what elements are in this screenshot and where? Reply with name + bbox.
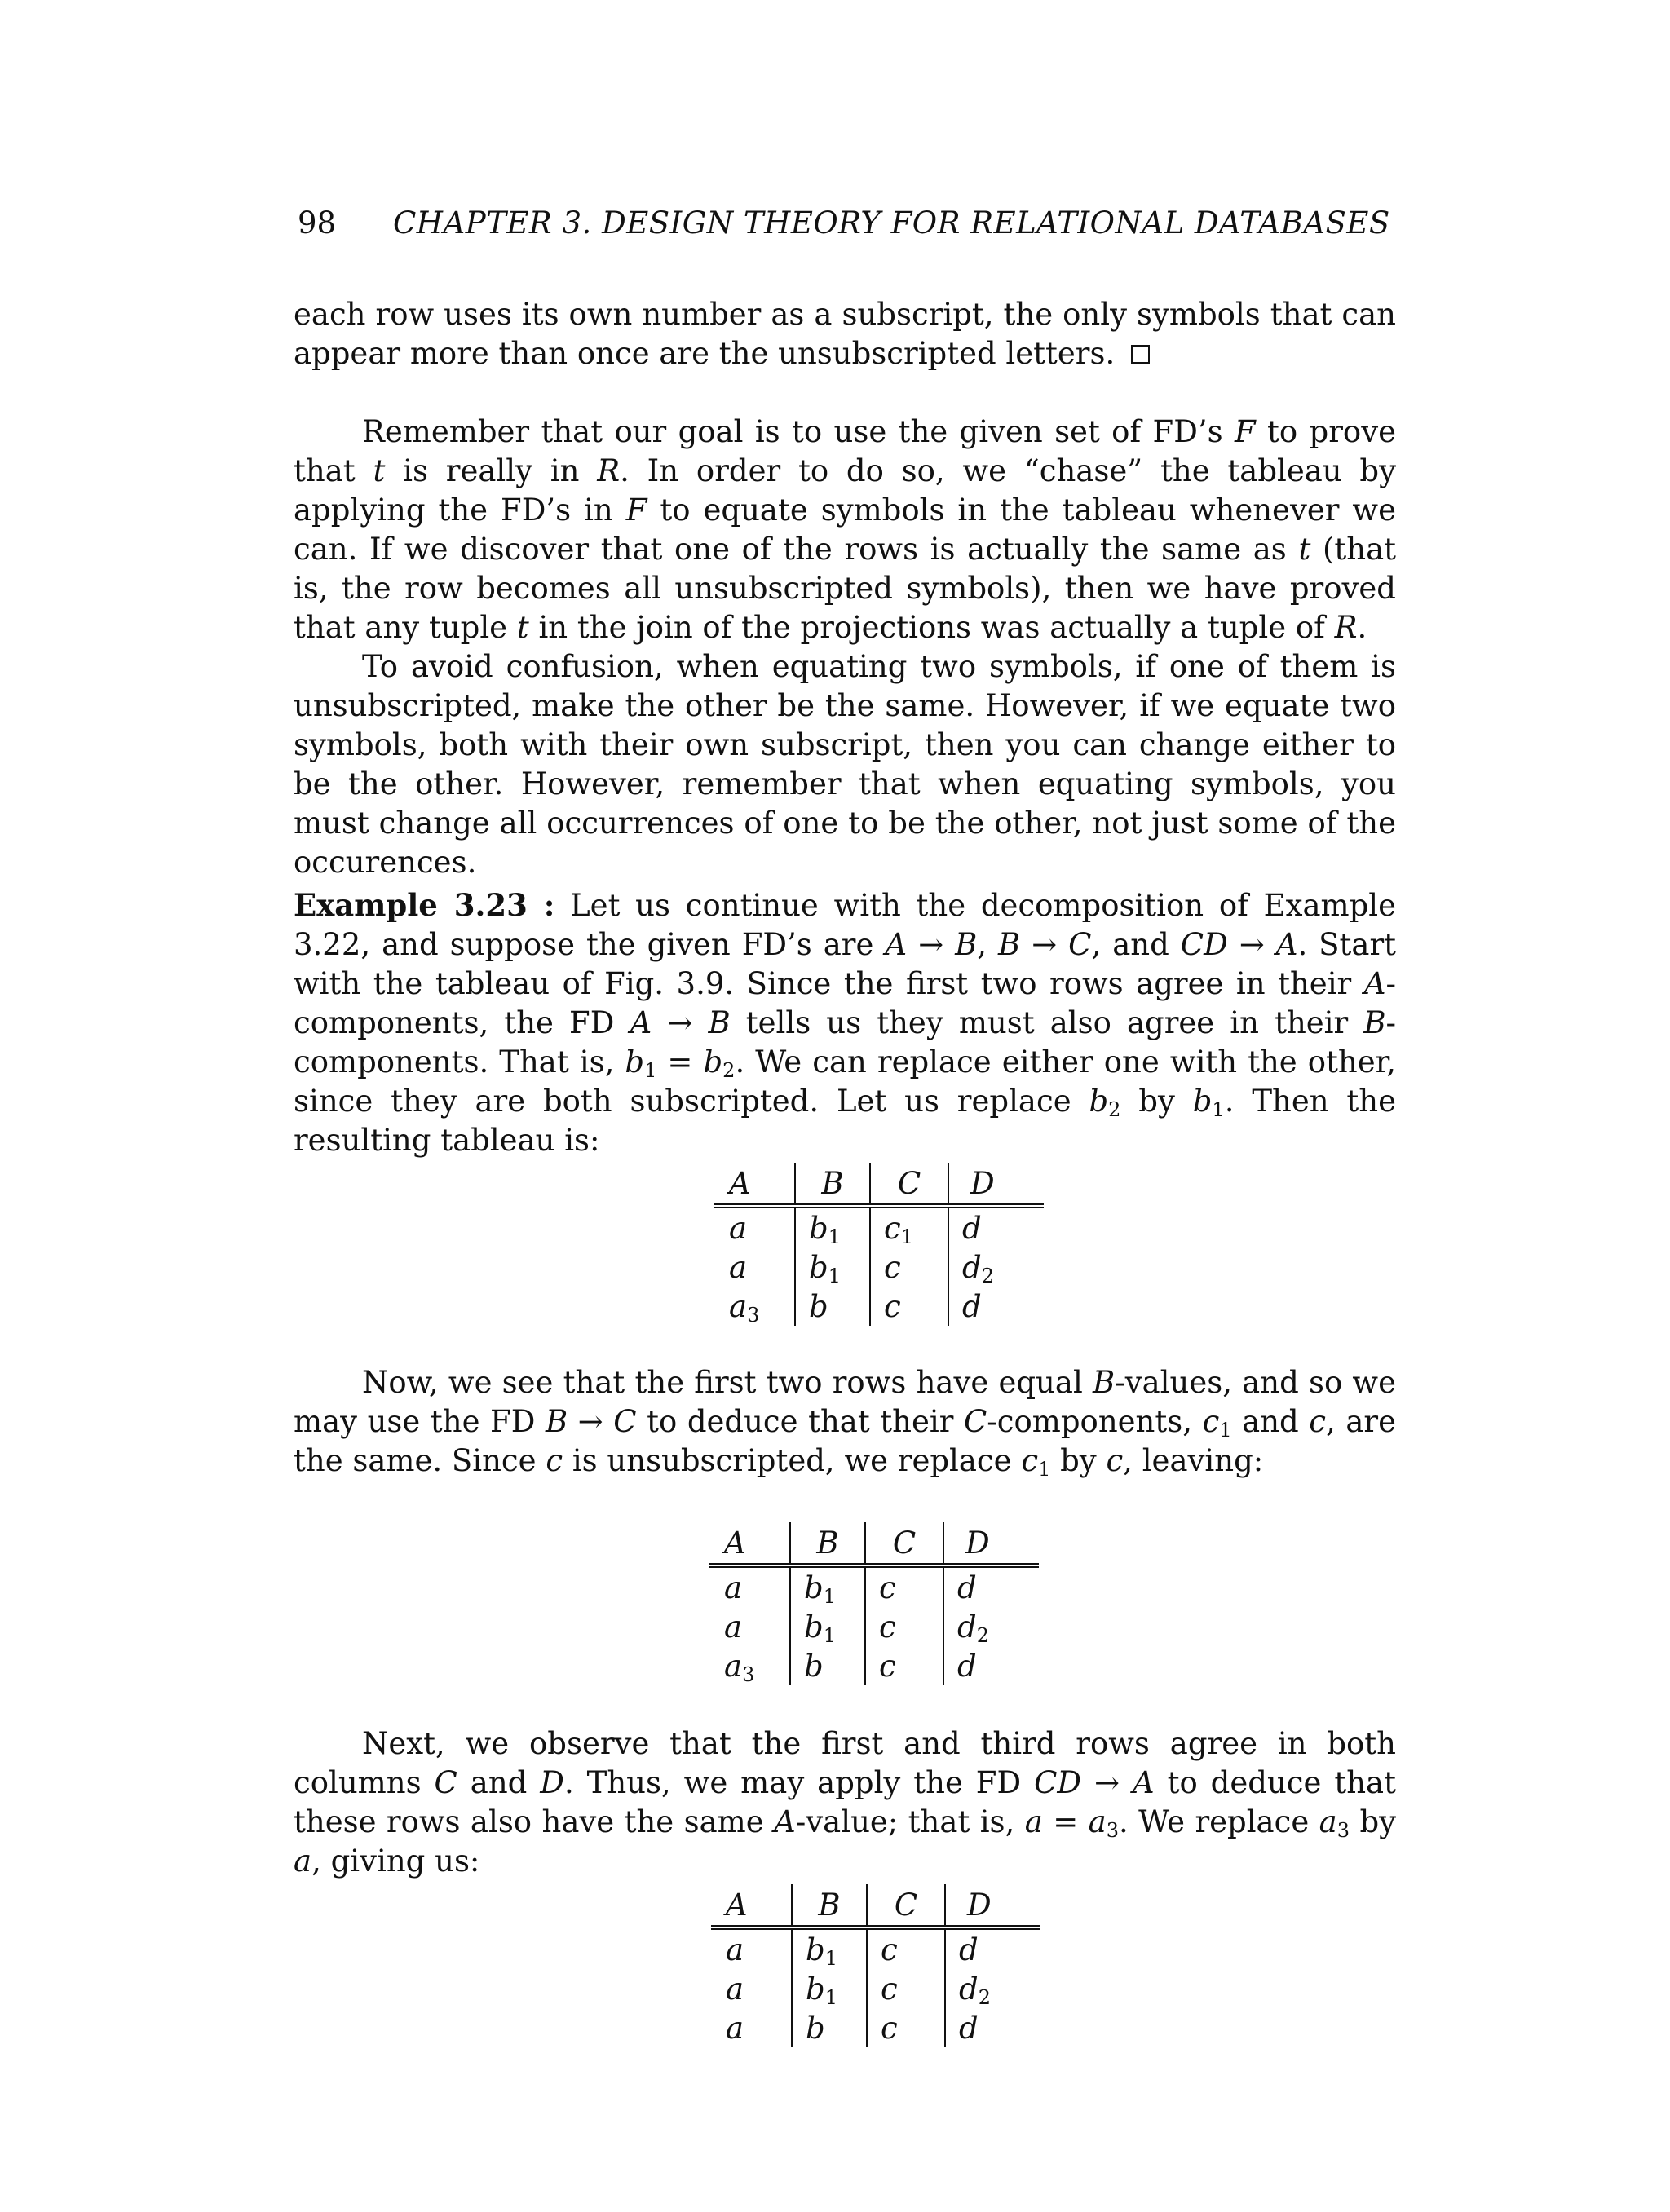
qed-box-icon bbox=[1131, 345, 1150, 364]
table-row bbox=[709, 1565, 1039, 1607]
table-cell: a bbox=[726, 2010, 744, 2046]
table-cell: b bbox=[790, 1646, 865, 1685]
table-cell: b bbox=[795, 1287, 870, 1326]
table-cell: c bbox=[870, 1287, 948, 1326]
tableau-1 bbox=[714, 1163, 1044, 1326]
tableau-2 bbox=[709, 1522, 1039, 1685]
table-cell: $a_3$ bbox=[724, 1648, 755, 1686]
table-row bbox=[709, 1646, 1039, 1685]
column-header: B bbox=[792, 1884, 867, 1927]
table-row bbox=[714, 1206, 1044, 1247]
column-header: A bbox=[711, 1884, 792, 1927]
paragraph-apply-cd-to-a: Next, we observe that the first and third rows agree in both columns C and D. Thus, we may apply the FD CD → A to deduce that these rows also have the same A-value; that is, $a = a_3$. We replace $a_3$ by a, giving us: bbox=[294, 1726, 1397, 1879]
table-row bbox=[709, 1607, 1039, 1646]
table-cell: d bbox=[943, 1646, 1039, 1685]
paragraph-apply-b-to-c: Now, we see that the first two rows have equal B-values, and so we may use the FD B → C to deduce that their C-components, $c_1$ and c, are the same. Since c is unsubscripted, we replace $c_1$ by c, leaving: bbox=[294, 1365, 1397, 1481]
column-header: D bbox=[948, 1163, 1044, 1206]
table-cell: d bbox=[945, 2008, 1040, 2047]
table-cell: $d_2$ bbox=[945, 1969, 1040, 2008]
table-cell: c bbox=[867, 1969, 945, 2008]
table-cell: a bbox=[724, 1609, 743, 1645]
table-cell: d bbox=[943, 1565, 1039, 1607]
table-row bbox=[714, 1247, 1044, 1287]
table-cell: c bbox=[870, 1247, 948, 1287]
table-cell: $a_3$ bbox=[729, 1288, 760, 1327]
tableau-3 bbox=[711, 1884, 1040, 2047]
table-cell: c bbox=[865, 1565, 943, 1607]
column-header: D bbox=[943, 1522, 1039, 1565]
table-row bbox=[711, 1927, 1040, 1969]
example-3-23: Example 3.23 : Let us continue with the decomposition of Example 3.22, and suppose the given FD’s are A → B, B → C, and CD → A. Start with the tableau of Fig. 3.9. Since the first two rows agree in their A-components, the FD A → B tells us they must also agree in their B-components. That is, $b_1 = b_2$. We can replace either one with the other, since they are both subscripted. Let us replace $b_2$ by $b_1$. Then the resulting tableau is: bbox=[294, 887, 1397, 1158]
table-cell: $b_1$ bbox=[792, 1969, 867, 2008]
table-cell: $d_2$ bbox=[948, 1247, 1044, 1287]
table-cell: d bbox=[948, 1287, 1044, 1326]
column-header: A bbox=[714, 1163, 795, 1206]
table-cell: c bbox=[865, 1607, 943, 1646]
column-header: A bbox=[709, 1522, 790, 1565]
table-cell: $b_1$ bbox=[790, 1565, 865, 1607]
table-cell: a bbox=[724, 1570, 743, 1605]
table-cell: a bbox=[729, 1210, 748, 1246]
running-header bbox=[298, 199, 1403, 248]
example-label: Example 3.23 : bbox=[294, 887, 555, 923]
table-cell: $b_1$ bbox=[792, 1927, 867, 1969]
table-cell: c bbox=[867, 2008, 945, 2047]
column-header: C bbox=[865, 1522, 943, 1565]
table-cell: d bbox=[948, 1206, 1044, 1247]
table-row bbox=[714, 1287, 1044, 1326]
paragraph-avoid-confusion: To avoid confusion, when equating two symbols, if one of them is unsubscripted, make the other be the same. However, if we equate two symbols, both with their own subscript, then you can change either to be the other. However, remember that when equating symbols, you must change all occurrences of one to be the other, not just some of the occurences. bbox=[294, 649, 1396, 880]
table-cell: c bbox=[867, 1927, 945, 1969]
table-row bbox=[711, 2008, 1040, 2047]
table-cell: $b_1$ bbox=[795, 1247, 870, 1287]
intro-paragraph: each row uses its own number as a subscript, the only symbols that can appear more than once are the unsubscripted letters. bbox=[294, 297, 1396, 371]
table-cell: $b_1$ bbox=[790, 1607, 865, 1646]
table-cell: a bbox=[729, 1249, 748, 1285]
page-number: 98 bbox=[298, 205, 337, 241]
table-cell: a bbox=[726, 1971, 744, 2007]
table-cell: a bbox=[726, 1932, 744, 1967]
column-header: C bbox=[867, 1884, 945, 1927]
table-cell: $b_1$ bbox=[795, 1206, 870, 1247]
column-header: D bbox=[945, 1884, 1040, 1927]
table-cell: $c_1$ bbox=[870, 1206, 948, 1247]
column-header: C bbox=[870, 1163, 948, 1206]
table-cell: $d_2$ bbox=[943, 1607, 1039, 1646]
table-row bbox=[711, 1969, 1040, 2008]
column-header: B bbox=[795, 1163, 870, 1206]
table-cell: d bbox=[945, 1927, 1040, 1969]
table-cell: c bbox=[865, 1646, 943, 1685]
chapter-title: CHAPTER 3. DESIGN THEORY FOR RELATIONAL DATABASES bbox=[393, 205, 1390, 241]
paragraph-chase-goal: Remember that our goal is to use the given set of FD’s F to prove that t is really in R. In order to do so, we “chase” the tableau by applying the FD’s in F to equate symbols in the tableau whenever we can. If we discover that one of the rows is actually the same as t (that is, the row becomes all unsubscripted symbols), then we have proved that any tuple t in the join of the projections was actually a tuple of R. bbox=[294, 414, 1397, 645]
table-cell: b bbox=[792, 2008, 867, 2047]
column-header: B bbox=[790, 1522, 865, 1565]
